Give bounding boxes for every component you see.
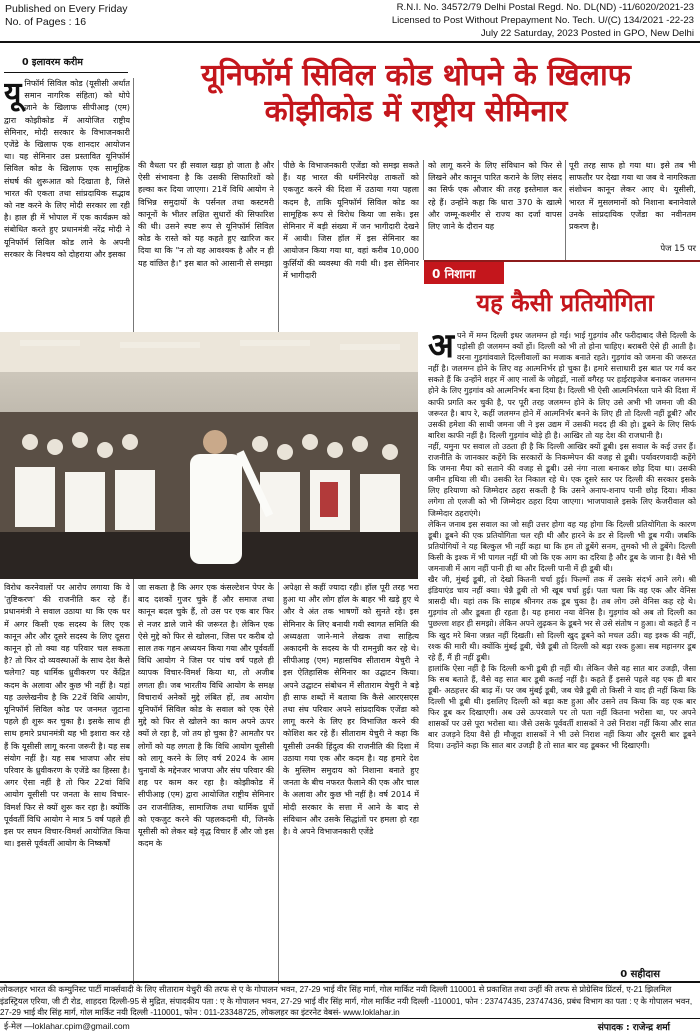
license-line: Licensed to Post Without Prepayment No. Tech. U/(C) 134/2021 -22-23 bbox=[391, 15, 694, 26]
side-story-title: यह कैसी प्रतियोगिता bbox=[476, 289, 654, 317]
footer-rule bbox=[0, 981, 700, 983]
side-para-1-text: पने में मग्न दिल्ली इधर जलमग्न हो गई। भाई गुड़गांव और फरीदाबाद जैसे दिल्ली के पड़ोसी ही जलमग्न क्यों हों। दिल्ली को भी तो होना चाहिए। बराबरी ऐसे ही आती है। वरना गुड़गांववाले दिल्लीवालों का मजाक बनाते रहते। गुड़गांव को जमना की जरूरत नहीं है। जलमग्न होने के लिए वह आत्मनिर्भर हो चुका है। हमारे सत्ताधारी इस बात पर गर्व कर सकते हैं कि उन्होंने शहर में आए नालों के जोहड़ों, नालों वगैरह पर हाईराइजेज बनाकर जलमग्न होने के लिए गुड़गांव को आत्मनिर्भर बना दिया है। दिल्ली भी ऐसी आत्मनिर्भरता पाने की दिशा में काफी प्रगति कर चुकी है, पर पूरी तरह जलमग्न होने के लिए उसे अभी भी जमना जी की जरूरत है। बाप रे, कहीं जलमग्न होने में आत्मनिर्भर बनने के लिए ही तो दिल्ली नहीं डूबी? और उसकी हमेशा की साथी जमना जी ने इस उद्यम में उसकी मदद ही की हो। डूबने के लिए सिर्फ बारिश काफी नहीं है। दिल्ली गुड़गांव थोड़े ही है। आखिर तो यह देश की राजधानी है। bbox=[428, 331, 696, 440]
seminar-photo bbox=[0, 332, 418, 579]
dropcap-yu: यू bbox=[4, 78, 22, 111]
footer-rule-2 bbox=[0, 1018, 700, 1019]
footer-email: ई-मेल —loklahar.cpim@gmail.com bbox=[4, 1021, 130, 1031]
masthead-right bbox=[392, 1, 694, 40]
byline: 0 इलावरम करीम bbox=[22, 57, 83, 68]
side-story-tag: 0 निशाना bbox=[424, 262, 504, 284]
col2-bottom: जा सकता है कि अगर एक कंसल्टेशन पेपर के बाद दशकों गुजर चुके हैं और समाज तथा कानून बदल चुके हैं, तो उस पर एक बार फिर से नजर डाले जाने की जरूरत है। लेकिन एक ऐसे मुद्दे को फिर से खोलना, जिस पर करीब दो साल तक गहन अध्ययन किया गया और पूर्ववर्ती विधि आयोग ने जिस पर पांच वर्ष पहले ही व्यापक विचार-विमर्श किया था, तो अजीब लगता ही। जब भारतीय विधि आयोग के समक्ष विचारार्थ अनेकों मुद्दे लंबित हों, तब आयोग यूनिफॉर्म सिविल कोड के सवाल को एक ऐसे मुद्दे को फिर से खोलने का काम अपने ऊपर क्यों ले रहा है, जो तय हो चुका है? आमतौर पर लोगों को यह लगता है कि विधि आयोग यूसीसी को लागू करने के लिए वर्ष 2024 के आम चुनावों के मद्देनजर भाजपा और संघ परिवार की शह पर काम कर रहा है। कोझीकोड में सीपीआइ (एम) द्वारा आयोजित राष्ट्रीय सेमिनार उन राजनीतिक, सामाजिक तथा धार्मिक ग्रुपों को एकजुट करने की पहलकदमी थी, जिनके यूसीसी को लेकर बड़े वृद्ध विचार हैं और जो इस कदम के bbox=[138, 583, 274, 849]
continued-note: पेज 15 पर bbox=[660, 244, 696, 254]
side-para-2: नहीं, यमुना पर सवाल तो उठता ही है कि दिल्ली आखिर क्यों डूबी। इस सवाल के कई उत्तर हैं। राजनीति के जानकार कहेंगे कि सरकारों के निकम्मेपन की वजह से डूबी। पर्यावरणवादी कहेंगे कि जमना मैया को सताने की वजह से डूबी। उसे नंगा नाला बनाकर छोड़ दिया था। उसकी जमीन हथिया ली थी। उसकी रेत निकाल रहे थे। एक दूसरे स्तर पर दिल्ली की सरकार इसके लिए हरियाणा को जिम्मेदार ठहरा सकती है कि उसने अनाप-शनाप पानी छोड़ दिया। मीका लगेगा तो एलजी को भी जिम्मेदार ठहरा दिया जाएगा। भाजपावाले इसके लिए केजरीवाल को जिम्मेदार ठहराएंगे। bbox=[428, 441, 696, 518]
vrule-2 bbox=[278, 160, 279, 332]
side-para-4: खैर जी, मुंबई डूबी, तो देखो कितनी चर्चा हुई। फिल्मों तक में उसके संदर्भ आने लगे। श्री इंडियाएंड चाय नहीं क्या। चेन्नै डूबी तो भी खूब चर्चा हुई। पता चला कि वह एक और वेनिस त्रासदी थी। यहां तक कि साहब श्रीनगर तक डूब चुका है। तब लोग उसे वेनिस कह रहे थे। गुड़गांव तो और डूबता ही रहता है। यह हमारा नया वेनिस है। गुड़गांव को अब तो दिल्ली का पुछल्ला शहर ही समझो। लेकिन अपने लुढ़कन के डूबने भर से उसे संतोष न हुआ। वो कहते हैं न कि खुद मरे बिना जन्नत नहीं दिखती। सो दिल्ली खुद डूबने को मचल उठी। वह इश्क की नहीं, रश्क की मारी थी। क्योंकि मुंबई डूबी, चेन्नै डूबी तो दिल्ली को बड़ा रश्क हुआ। सब महानगर डूब रहे हैं, मैं ही नहीं डूबी। bbox=[428, 575, 696, 662]
published-line: Published on Every Friday bbox=[5, 3, 128, 15]
pages-line: No. of Pages : 16 bbox=[5, 16, 87, 28]
main-title bbox=[132, 58, 700, 130]
footer-imprint: लोकलहर भारत की कम्युनिस्ट पार्टी मार्क्सवादी के लिए सीताराम येचुरी की तरफ से ए के गोपालन भवन, 27-29 भाई वीर सिंह मार्ग, गोल मार्किट नयी दिल्ली 110001 से प्रकाशित तथा उन्हीं की तरफ से प्रोग्रेसिव प्रिंटर्स, ए-21 झिलमिल इंडस्ट्रियल एरिया, जी टी रोड, शाहदरा दिल्ली-95 से मुद्रित, संपादकीय पता : ए के गोपालन भवन, 27-29 भाई वीर सिंह मार्ग, गोल मार्किट नयी दिल्ली -110001, फोन : 23747435, 23747436, प्रबंध विभाग का पता : ए के गोपालन भवन, 27-29 भाई वीर सिंह मार्ग, गोल मार्किट नयी दिल्ली -110001, फोन : 011-23348725, लोकलहर का इंटरनेट वेबसं- www.loklahar.in bbox=[0, 985, 693, 1018]
col1-top bbox=[4, 78, 130, 328]
byline-rule bbox=[4, 72, 128, 73]
side-para-3: लेकिन जनाब इस सवाल का जो सही उत्तर होगा वह यह होगा कि दिल्ली प्रतियोगिता के कारण डूबी। डूबने की एक प्रतियोगिता चल रही थी और हारने के डर से दिल्ली भी डूब गयी। जबकि प्रतियोगियों ने यह बिल्कुल भी नहीं कहा था कि हम तो डूबेंगे सनम, तुमको भी ले डूबेंगे। दिल्ली किसी के इश्क में भी पागल नहीं थी जो कि एक आग का दरिया है और डूब के जाना है। वैसे भी जमनाजी में आग नहीं पानी ही था और दिल्ली पानी में ही डूबी थी। bbox=[428, 519, 696, 573]
side-para-1 bbox=[428, 330, 696, 441]
footer-editor: संपादक : राजेन्द्र शर्मा bbox=[597, 1023, 670, 1033]
rni-line: R.N.I. No. 34572/79 Delhi Postal Regd. No. DL(ND) -11/6020/2021-23 bbox=[396, 2, 694, 13]
col3-top: पीछे के विभाजनकारी एजेंडा को समझ सकते हैं। यह भारत की धर्मनिरपेक्ष ताकतों को एकजुट करने की दिशा में उठाया गया पहला कदम है, ताकि यूनिफॉर्म सिविल कोड का सामूहिक रूप से विरोध किया जा सके। इस सेमिनार में बड़ी संख्या में जन भागीदारी देखने में आयी। जिस हॉल में इस सेमिनार का आयोजन किया गया था, वहां करीब 10,000 कुर्सियों की व्यवस्था की गयी थी। इस सेमिनार में भागीदारी bbox=[283, 161, 419, 280]
vrule-3 bbox=[423, 160, 424, 260]
header-rule bbox=[0, 41, 700, 43]
col5-top: पूरी तरह साफ हो गया था। इसे तब भी साफतौर पर देखा गया था जब वे नागरिकता संशोधन कानून लेकर आए थे। यूसीसी, भारत में मुसलमानों को निशाना बनानेवाले उनके सांप्रदायिक एजेंडा का नवीनतम प्रकरण है। bbox=[569, 161, 696, 232]
side-story-signoff: 0 सहीदास bbox=[620, 969, 660, 980]
col4-top: को लागू करने के लिए संविधान को फिर से लिखने और कानून पारित कराने के लिए संसद का सिर्फ एक औजार की तरह इस्तेमाल कर रहे हैं। उन्होंने कहा कि धारा 370 के खात्मे और जम्मू-कश्मीर से राज्य का दर्जा वापस लिए जाने के दौरान यह bbox=[428, 161, 562, 232]
date-line: July 22 Saturday, 2023 Posted in GPO, New Delhi bbox=[480, 28, 694, 39]
masthead-left bbox=[5, 3, 128, 29]
col3-bottom: अपेक्षा से कहीं ज्यादा रही। हॉल पूरी तरह भरा हुआ था और लोग हॉल के बाहर भी खड़े हुए थे और वे अंत तक भाषणों को सुनते रहे। इस सेमिनार के लिए बनायी गयी स्वागत समिति की अध्यक्षता जाने-माने लेखक तथा साहित्य अकादमी के सदस्य के पी रामनुन्नी कर रहे थे। सीपीआइ (एम) महासचिव सीताराम येचुरी ने इस ऐतिहासिक सेमिनार का उद्घाटन किया। अपने उद्घाटन संबोधन में सीताराम येचुरी ने बड़े ही साफ शब्दों में बताया कि कैसे आरएसएस तथा संघ परिवार अपने सांप्रदायिक एजेंडा को लागू करने के लिए हर विभाजित करने की कोशिश कर रहे हैं। सीताराम येचुरी ने कहा कि यूसीसी उनकी हिंदुत्व की राजनीति की दिशा में उठाया गया एक और कदम है। यह हमारे देश के मुस्लिम समुदाय को निशाना बनाते हुए जनता के बीच नफरत फैलाने की एक और चाल के अलावा और कुछ भी नहीं है। वर्ष 2014 में मोदी सरकार के सत्ता में आने के बाद से संविधान और उसके सिद्धांतों पर हमला हो रहा है। वे अपने विभाजनकारी एजेंडे bbox=[283, 583, 419, 837]
vrule-5 bbox=[278, 582, 279, 984]
seminar-crowd-image bbox=[0, 332, 418, 579]
col1-bottom: विरोध करनेवालों पर आरोप लगाया कि वे 'तुष्टिकरण' की राजनीति कर रहे हैं। प्रधानमंत्री ने सवाल उठाया था कि एक घर में अगर किसी एक सदस्य के लिए एक कानून और और दूसरे सदस्य के लिए दूसरा कानून हो तो क्या वह परिवार चल सकता है? तो फिर दो व्यवस्थाओं के साथ देश कैसे चलेगा? यह धार्मिक ध्रुवीकरण पर केंद्रित कदम के अलावा और कुछ भी नहीं है। यहां यह उल्लेखनीय है कि 22वें विधि आयोग, यूनिफॉर्म सिविल कोड पर जनमत जुटाना पहले ही शुरू कर चुका है। इसके साथ ही साथ हमारे प्रधानमंत्री यह भी इशारा कर रहे हैं कि यूसीसी लागू करना जरूरी है। यह सब संयोग नहीं है। यह सब भाजपा और संघ परिवार के ध्रुवीकरण के एजेंडे का हिस्सा है। अगर ऐसा नहीं है तो फिर 22वां विधि आयोग यूसीसी पर जनता के साथ विचार-विमर्श फिर से क्यों शुरू कर रहा है। क्योंकि पूर्ववर्ती विधि आयोग ने मात्र 5 वर्ष पहले ही इस पर सघन विचार-विमर्श आयोजित किया था। इससे पूर्ववर्ती आयोग के निष्कर्षों bbox=[4, 583, 130, 849]
side-para-5: हालांकि ऐसा नहीं है कि दिल्ली कभी डूबी ही नहीं थी। लेकिन जैसे वह सात बार उजड़ी, जैसा कि सब बताते हैं, वैसे वह सात बार डूबी कतई नहीं है। कहते हैं इससे पहले वह एक ही बार डूबी- अठहत्तर की बाढ़ में। पर जब मुंबई डूबी, जब चेन्नै डूबी तो किसी ने याद ही नहीं किया कि दिल्ली भी डूबी थी। इसलिए दिल्ली को बड़ा कष्ट हुआ और उसने तय किया कि वह एक बार फिर डूब कर दिखाएगी। अब उसे ऊपरवाले पर तो पता नहीं कितना भरोसा था, पर अपने शासकों पर उसे पूरा भरोसा था। जैसे उसके पूर्ववर्ती शासकों ने उसे निराश नहीं किया और सात बार उजड़ने दिया वैसे ही मौजूदा शासकों ने भी उसे निराश नहीं किया और दूसरी बार डूबने दिया। उन्होंने कहा कि सात बार उजड़ी है तो सात बार वह डूबकर भी दिखाएगी। bbox=[428, 663, 696, 751]
side-story-body bbox=[428, 330, 696, 960]
col2-top: की वैधता पर ही सवाल खड़ा हो जाता है और ऐसी संभावना है कि उसकी सिफारिशों को हल्का कर दिया जाएगा। 21वें विधि आयोग ने विभिन्न समुदायों के पर्सनल तथा कस्टमरी कानूनों के भीतर लक्षित सुधारों की सिफारिश की थी। उसने स्पष्ट रूप से यूनिफॉर्म सिविल कोड के रास्ते को यह कहते हुए खारिज कर दिया था कि "न तो यह आवश्यक है और न ही यह वांछित है।" इस बात को आसानी से समझा bbox=[138, 161, 274, 268]
vrule-4 bbox=[565, 160, 566, 260]
main-title-line1: यूनिफॉर्म सिविल कोड थोपने के खिलाफ bbox=[201, 58, 631, 93]
main-title-line2: कोझीकोड में राष्ट्रीय सेमिनार bbox=[264, 94, 568, 129]
side-dropcap: अ bbox=[428, 330, 454, 366]
col1-top-text: निफॉर्म सिविल कोड (यूसीसी अर्थात समान नागरिक संहिता) को थोपे जाने के खिलाफ सीपीआइ (एम) द्वारा कोझीकोड में आयोजित राष्ट्रीय सेमिनार, मोदी सरकार के विभाजनकारी एजेंडे के खिलाफ एक शानदार आयोजन था। यह सेमिनार उस प्रस्तावित यूनिफॉर्म सिविल कोड के खिलाफ एक सामूहिक संघर्ष की शुरूआत को दिखाता है, जिसे भारत की एकता तथा सांप्रदायिक सद्भाव को नष्ट करने के लिए मोदी सरकार ला रही है। हाल ही में भोपाल में एक कार्यक्रम को संबोधित करते हुए प्रधानमंत्री नरेंद्र मोदी ने यूनिफॉर्म सिविल कोड लाने के अपनी सरकार के निश्चय को दोहराया और इसका bbox=[4, 79, 130, 259]
